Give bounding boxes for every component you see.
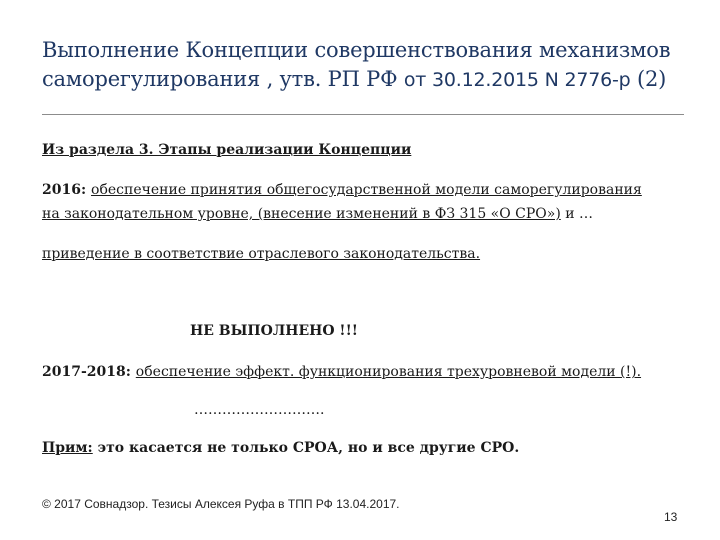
item-2016-text-2: на законодательном уровне, (внесение изменений в ФЗ 315 «О СРО»)	[42, 206, 561, 222]
footer-copyright: © 2017 Совнадзор. Тезисы Алексея Руфа в ТПП РФ 13.04.2017.	[42, 497, 400, 511]
title-line-2	[42, 65, 712, 95]
item-2017-line	[42, 364, 641, 380]
title-divider	[42, 114, 684, 115]
item-2017-year: 2017-2018:	[42, 364, 136, 380]
item-2016-year: 2016:	[42, 182, 92, 198]
not-done-notice: НЕ ВЫПОЛНЕНО !!!	[190, 323, 358, 339]
item-2016-continuation: приведение в соответствие отраслевого законодательства.	[42, 246, 481, 262]
section-heading: Из раздела 3. Этапы реализации Концепции	[42, 142, 412, 158]
item-2016-line-2	[42, 206, 593, 222]
title-line-2-main: саморегулирования , утв. РП РФ	[42, 67, 404, 91]
title-line-1: Выполнение Концепции совершенствования механизмов	[42, 38, 671, 62]
item-2016-text-1: обеспечение принятия общегосударственной модели саморегулирования	[91, 182, 642, 198]
note-line	[42, 440, 519, 456]
item-2016-line-1	[42, 182, 642, 198]
note-text: это касается не только СРОА, но и все другие СРО.	[92, 440, 520, 456]
page-number: 13	[664, 510, 678, 524]
slide-title	[42, 36, 712, 95]
item-2016-tail: и …	[560, 206, 594, 222]
ellipsis-dots: ……………………….	[194, 402, 325, 418]
item-2017-text: обеспечение эффект. функционирования трехуровневой модели (!).	[135, 364, 642, 380]
title-decree-ref: от 30.12.2015 N 2776-р	[403, 69, 631, 91]
note-label: Прим:	[42, 440, 93, 456]
title-part-number: (2)	[630, 67, 667, 91]
